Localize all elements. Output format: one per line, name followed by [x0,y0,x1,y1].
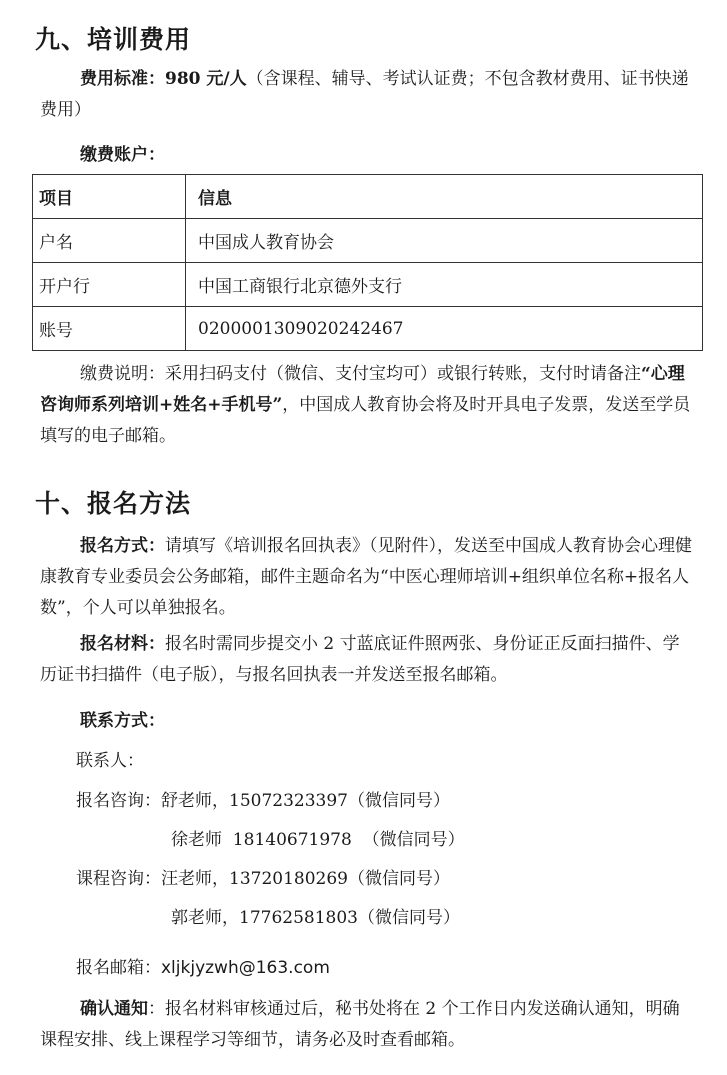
email-line [76,953,330,978]
enroll-consult-contact-2: 徐老师 18140671978 （微信同号） [171,830,465,850]
payment-remark: “心理咨询师系列培训+姓名+手机号” [40,364,685,415]
table-cell-value: 中国工商银行北京德外支行 [186,263,703,307]
email-label: 报名邮箱： [76,958,161,978]
account-label: 缴费账户： [80,145,165,165]
email-address: xljkjyzwh@163.com [161,958,330,978]
account-table [32,174,703,351]
enroll-consult-contact: 舒老师，15072323397（微信同号） [161,791,450,811]
table-cell-key: 开户行 [33,263,186,307]
enroll-consult-line [76,786,450,811]
confirm-notice-text: ：报名材料审核通过后，秘书处将在 2 个工作日内发送确认通知，明确课程安排、线上课程学习等细节，请务必及时查看邮箱。 [40,999,680,1050]
enroll-materials-text: 报名时需同步提交小 2 寸蓝底证件照两张、身份证正反面扫描件、学历证书扫描件（电子版），与报名回执表一并发送至报名邮箱。 [40,634,680,685]
course-consult-contact-2: 郭老师，17762581803（微信同号） [171,908,460,928]
fee-standard-paragraph [40,64,696,126]
enroll-method-label: 报名方式： [80,536,165,556]
table-cell-value: 中国成人教育协会 [186,219,703,263]
contact-person-label: 联系人： [76,751,144,771]
fee-amount: 980 元/人 [165,69,247,89]
course-consult-label: 课程咨询： [76,869,161,889]
contact-label: 联系方式： [80,711,165,731]
section-10-heading: 十、报名方法 [35,489,192,518]
table-header-key: 项目 [33,175,186,219]
payment-note-label: 缴费说明： [80,364,165,384]
enroll-method-text: 请填写《培训报名回执表》（见附件），发送至中国成人教育协会心理健康教育专业委员会公务邮箱，邮件主题命名为“中医心理师培训+组织单位名称+报名人数”，个人可以单独报名。 [40,536,692,618]
table-cell-key: 账号 [33,307,186,351]
payment-note-paragraph [40,359,696,452]
confirm-notice-label: 确认通知 [80,999,148,1019]
table-cell-value: 0200001309020242467 [186,307,703,351]
table-header-value: 信息 [186,175,703,219]
fee-label: 费用标准： [80,69,165,89]
enroll-consult-label: 报名咨询： [76,791,161,811]
enroll-materials-paragraph [40,629,696,691]
course-consult-contact: 汪老师，13720180269（微信同号） [161,869,450,889]
enroll-materials-label: 报名材料： [80,634,165,654]
table-row [33,307,703,351]
table-header-row [33,175,703,219]
course-consult-line [76,864,450,889]
payment-note-text-2: ，中国成人教育协会将及时开具电子发票，发送至学员填写的电子邮箱。 [40,395,691,446]
section-9-heading: 九、培训费用 [35,25,192,54]
payment-note-text: 采用扫码支付（微信、支付宝均可）或银行转账，支付时请备注 [165,364,641,384]
table-cell-key: 户名 [33,219,186,263]
confirm-notice-paragraph [40,994,696,1056]
table-row [33,219,703,263]
fee-note: （含课程、辅导、考试认证费；不包含教材费用、证书快递费用） [40,69,689,120]
enroll-method-paragraph [40,531,696,624]
table-row [33,263,703,307]
